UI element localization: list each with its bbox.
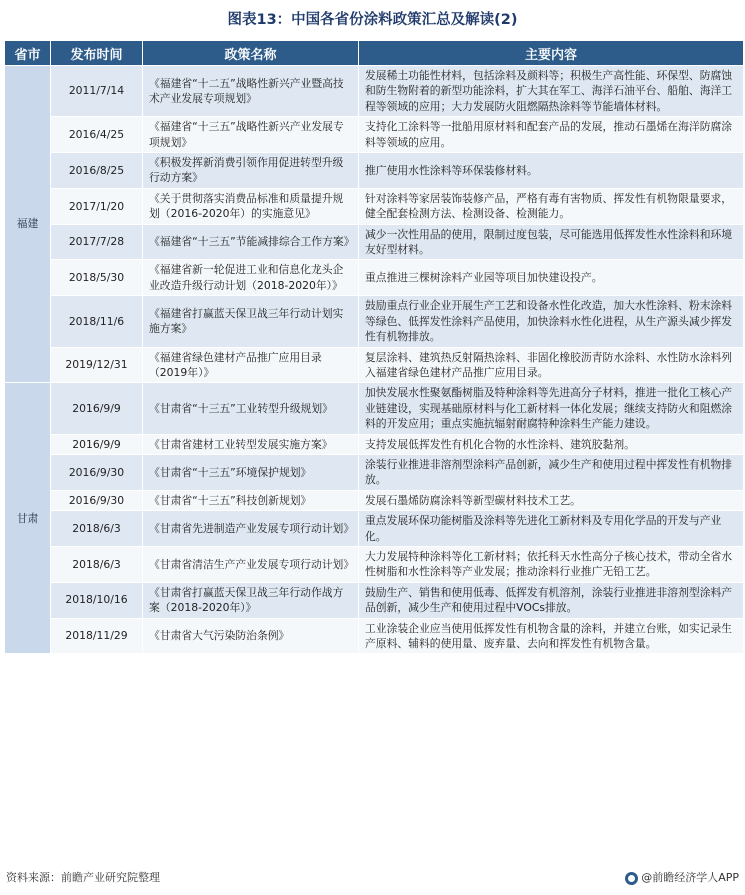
policy-name-cell: 《甘肃省“十三五”工业转型升级规划》 [143,383,359,434]
content-cell: 涂装行业推进非溶剂型涂料产品创新，减少生产和使用过程中挥发性有机物排放。 [359,454,744,490]
policy-name-cell: 《福建省“十三五”节能减排综合工作方案》 [143,224,359,260]
header-province: 省市 [5,41,51,66]
date-cell: 2018/10/16 [51,582,143,618]
policy-name-cell: 《福建省“十二五”战略性新兴产业暨高技术产业发展专项规划》 [143,66,359,117]
content-cell: 复层涂料、建筑热反射隔热涂料、非固化橡胶沥青防水涂料、水性防水涂料列入福建省绿色建材产品推广应用目录。 [359,347,744,383]
policy-name-cell: 《福建省“十三五”战略性新兴产业发展专项规划》 [143,117,359,153]
policy-name-cell: 《积极发挥新消费引领作用促进转型升级行动方案》 [143,153,359,189]
content-cell: 推广使用水性涂料等环保装修材料。 [359,153,744,189]
policy-table [4,40,744,654]
table-row [5,153,744,189]
content-cell: 减少一次性用品的使用，限制过度包装，尽可能选用低挥发性水性涂料和环境友好型材料。 [359,224,744,260]
chart-title: 图表13：中国各省份涂料政策汇总及解读(2) [227,12,518,28]
table-row [5,383,744,434]
date-cell: 2011/7/14 [51,66,143,117]
table-row [5,260,744,296]
table-row [5,224,744,260]
footer [6,867,739,889]
content-cell: 工业涂装企业应当使用低挥发性有机物含量的涂料，并建立台账，如实记录生产原料、辅料的使用量、废弃量、去向和挥发性有机物含量。 [359,618,744,654]
policy-name-cell: 《甘肃省“十三五”环境保护规划》 [143,454,359,490]
date-cell: 2018/5/30 [51,260,143,296]
table-row [5,347,744,383]
table-row [5,117,744,153]
table-body [5,66,744,654]
brand-credit [625,867,739,889]
policy-name-cell: 《甘肃省大气污染防治条例》 [143,618,359,654]
date-cell: 2018/11/29 [51,618,143,654]
content-cell: 针对涂料等家居装饰装修产品，严格有毒有害物质、挥发性有机物限量要求，健全配套检测方法、检测设备、检测能力。 [359,188,744,224]
policy-name-cell: 《关于贯彻落实消费品标准和质量提升规划（2016-2020年）的实施意见》 [143,188,359,224]
table-row [5,296,744,347]
policy-name-cell: 《甘肃省打赢蓝天保卫战三年行动作战方案（2018-2020年）》 [143,582,359,618]
date-cell: 2018/6/3 [51,511,143,547]
header-policy-name: 政策名称 [143,41,359,66]
table-row [5,546,744,582]
date-cell: 2017/1/20 [51,188,143,224]
table-row [5,188,744,224]
policy-name-cell: 《甘肃省“十三五”科技创新规划》 [143,490,359,510]
table-header-row [5,41,744,66]
policy-name-cell: 《甘肃省建材工业转型发展实施方案》 [143,434,359,454]
table-row [5,434,744,454]
brand-label: @前瞻经济学人APP [641,871,739,884]
date-cell: 2016/9/30 [51,490,143,510]
table-row [5,511,744,547]
table-row [5,454,744,490]
content-cell: 大力发展特种涂料等化工新材料；依托科天水性高分子核心技术，带动全省水性树脂和水性涂料等产业发展；推动涂料行业推广无铅工艺。 [359,546,744,582]
source-note: 资料来源：前瞻产业研究院整理 [6,871,160,884]
content-cell: 重点发展环保功能树脂及涂料等先进化工新材料及专用化学品的开发与产业化。 [359,511,744,547]
date-cell: 2016/4/25 [51,117,143,153]
table-row [5,66,744,117]
policy-name-cell: 《福建省新一轮促进工业和信息化龙头企业改造升级行动计划（2018-2020年）》 [143,260,359,296]
content-cell: 发展稀土功能性材料，包括涂料及颜料等；积极生产高性能、环保型、防腐蚀和防生物附着的新型功能涂料，扩大其在军工、海洋石油平台、船舶、海洋工程等领域的应用；大力发展防火阻燃隔热涂料等节能墙体材料。 [359,66,744,117]
policy-name-cell: 《甘肃省先进制造产业发展专项行动计划》 [143,511,359,547]
content-cell: 鼓励生产、销售和使用低毒、低挥发有机溶剂，涂装行业推进非溶剂型涂料产品创新，减少生产和使用过程中VOCs排放。 [359,582,744,618]
table-row [5,582,744,618]
header-content: 主要内容 [359,41,744,66]
date-cell: 2019/12/31 [51,347,143,383]
date-cell: 2018/11/6 [51,296,143,347]
province-cell: 福建 [5,66,51,383]
policy-name-cell: 《福建省打赢蓝天保卫战三年行动计划实施方案》 [143,296,359,347]
date-cell: 2016/9/30 [51,454,143,490]
content-cell: 加快发展水性聚氨酯树脂及特种涂料等先进高分子材料，推进一批化工核心产业链建设，实现基础原材料与化工新材料一体化发展；继续支持防火和阻燃涂料的开发应用；重点实施抗辐射耐腐特种涂料生产能力建设。 [359,383,744,434]
policy-name-cell: 《福建省绿色建材产品推广应用目录（2019年）》 [143,347,359,383]
date-cell: 2016/9/9 [51,434,143,454]
date-cell: 2017/7/28 [51,224,143,260]
content-cell: 鼓励重点行业企业开展生产工艺和设备水性化改造，加大水性涂料、粉末涂料等绿色、低挥发性涂料产品使用，加快涂料水性化进程，从生产源头减少挥发性有机物排放。 [359,296,744,347]
content-cell: 支持发展低挥发性有机化合物的水性涂料、建筑胶黏剂。 [359,434,744,454]
table-row [5,490,744,510]
date-cell: 2016/8/25 [51,153,143,189]
table-row [5,618,744,654]
province-cell: 甘肃 [5,383,51,654]
content-cell: 支持化工涂料等一批船用原材料和配套产品的发展，推动石墨烯在海洋防腐涂料等领域的应用。 [359,117,744,153]
content-cell: 发展石墨烯防腐涂料等新型碳材料技术工艺。 [359,490,744,510]
qianzhan-logo-icon [625,872,638,885]
content-cell: 重点推进三棵树涂料产业园等项目加快建设投产。 [359,260,744,296]
header-date: 发布时间 [51,41,143,66]
date-cell: 2018/6/3 [51,546,143,582]
date-cell: 2016/9/9 [51,383,143,434]
policy-name-cell: 《甘肃省清洁生产产业发展专项行动计划》 [143,546,359,582]
